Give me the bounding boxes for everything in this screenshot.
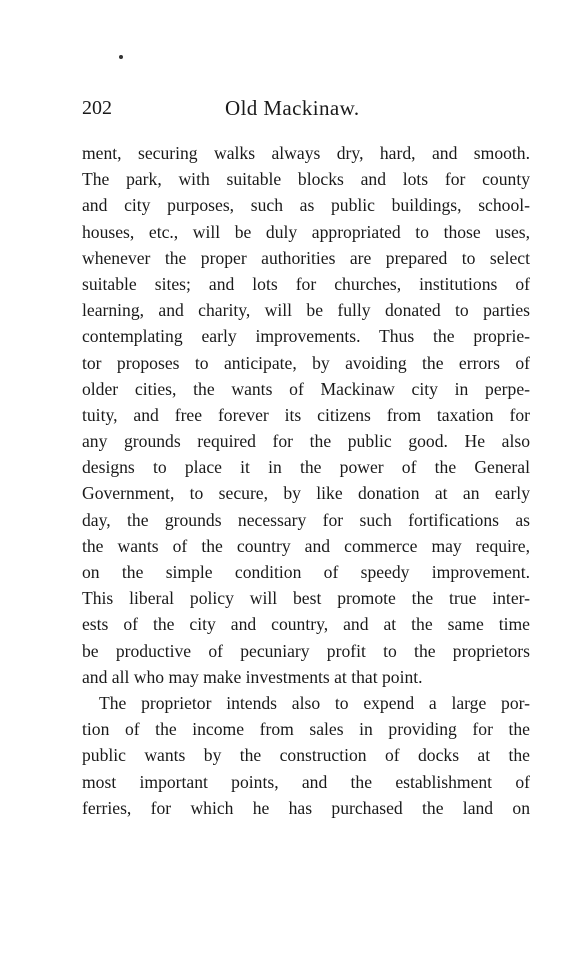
page-header [82,96,532,120]
text-line: The park, with suitable blocks and lots for county [82,169,530,190]
print-speck [119,55,123,59]
text-line: and city purposes, such as public buildings, school- [82,195,530,216]
text-line: ferries, for which he has purchased the land on [82,797,530,818]
text-line: tor proposes to anticipate, by avoiding the errors of [82,352,530,373]
text-line: tuity, and free forever its citizens from taxation for [82,404,530,425]
text-line: ests of the city and country, and at the same time [82,614,530,635]
text-line: older cities, the wants of Mackinaw city in perpe- [82,378,530,399]
text-line: day, the grounds necessary for such fortifications as [82,509,530,530]
page-number: 202 [82,97,112,119]
text-line: on the simple condition of speedy improvement. [82,562,530,582]
paragraph-start-line: The proprietor intends also to expend a large por- [99,692,530,713]
text-line: This liberal policy will best promote the true inter- [82,588,530,609]
text-line: suitable sites; and lots for churches, institutions of [82,273,530,294]
text-line: designs to place it in the power of the General [82,457,530,478]
text-line: be productive of pecuniary profit to the proprietors [82,640,530,661]
text-line: whenever the proper authorities are prepared to select [82,247,530,268]
paragraph-end-line: and all who may make investments at that point. [82,666,423,687]
text-line: public wants by the construction of docks at the [82,745,530,766]
text-line: any grounds required for the public good. He also [82,431,530,452]
body-text [82,140,530,821]
running-title: Old Mackinaw. [225,96,360,120]
text-line: contemplating early improvements. Thus the proprie- [82,326,530,347]
text-line: the wants of the country and commerce may require, [82,535,530,556]
text-line: tion of the income from sales in providing for the [82,719,530,740]
text-line: houses, etc., will be duly appropriated to those uses, [82,221,530,242]
text-line: most important points, and the establishment of [82,771,530,792]
text-line: learning, and charity, will be fully donated to parties [82,300,530,321]
text-line: Government, to secure, by like donation at an early [82,483,530,504]
text-line: ment, securing walks always dry, hard, and smooth. [82,143,530,163]
